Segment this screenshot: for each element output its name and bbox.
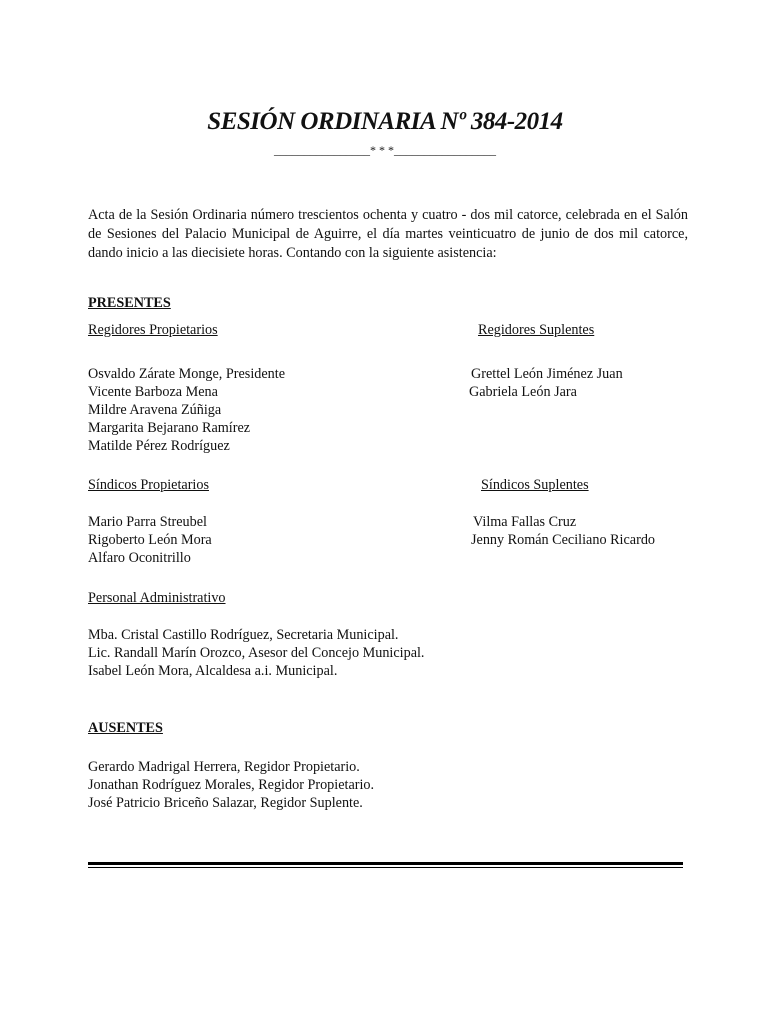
title-separator: ________________* * *_________________ <box>274 143 496 157</box>
personal-heading: Personal Administrativo <box>88 590 226 606</box>
ausente-item: José Patricio Briceño Salazar, Regidor Suplente. <box>88 795 363 811</box>
intro-paragraph: Acta de la Sesión Ordinaria número trescientos ochenta y cuatro - dos mil catorce, celebrada en el Salón de Sesiones del Palacio Municipal de Aguirre, el día martes veinticuatro de junio de dos mil catorce, dando inicio a las diecisiete horas. Contando con la siguiente asistencia: <box>88 207 688 261</box>
sindico-propietario-item: Rigoberto León Mora <box>88 532 212 548</box>
regidor-propietario-item: Matilde Pérez Rodríguez <box>88 438 230 454</box>
regidores-propietarios-heading: Regidores Propietarios <box>88 322 218 338</box>
personal-item: Lic. Randall Marín Orozco, Asesor del Concejo Municipal. <box>88 645 425 661</box>
sindicos-suplentes-heading: Síndicos Suplentes <box>481 477 589 493</box>
personal-item: Isabel León Mora, Alcaldesa a.i. Municipal. <box>88 663 338 679</box>
sindico-propietario-item: Alfaro Oconitrillo <box>88 550 191 566</box>
regidores-suplentes-heading: Regidores Suplentes <box>478 322 595 338</box>
ausentes-heading: AUSENTES <box>88 720 163 736</box>
sindico-suplente-item: Vilma Fallas Cruz <box>473 514 577 530</box>
regidor-propietario-item: Osvaldo Zárate Monge, Presidente <box>88 366 285 382</box>
regidor-suplente-item: Gabriela León Jara <box>469 384 577 400</box>
personal-item: Mba. Cristal Castillo Rodríguez, Secretaria Municipal. <box>88 627 399 643</box>
sindico-propietario-item: Mario Parra Streubel <box>88 514 207 530</box>
ausente-item: Jonathan Rodríguez Morales, Regidor Propietario. <box>88 777 375 793</box>
sindicos-propietarios-heading: Síndicos Propietarios <box>88 477 209 493</box>
sindico-suplente-item: Jenny Román Ceciliano Ricardo <box>471 532 656 548</box>
regidor-propietario-item: Margarita Bejarano Ramírez <box>88 420 251 436</box>
footer-rule-thick <box>88 862 683 865</box>
session-title: SESIÓN ORDINARIA Nº 384-2014 <box>207 108 563 135</box>
regidor-propietario-item: Vicente Barboza Mena <box>88 384 218 400</box>
ausente-item: Gerardo Madrigal Herrera, Regidor Propietario. <box>88 759 360 775</box>
footer-rule-thin <box>88 867 683 868</box>
presentes-heading: PRESENTES <box>88 295 171 311</box>
regidor-propietario-item: Mildre Aravena Zúñiga <box>88 402 222 418</box>
regidor-suplente-item: Grettel León Jiménez Juan <box>471 366 623 382</box>
